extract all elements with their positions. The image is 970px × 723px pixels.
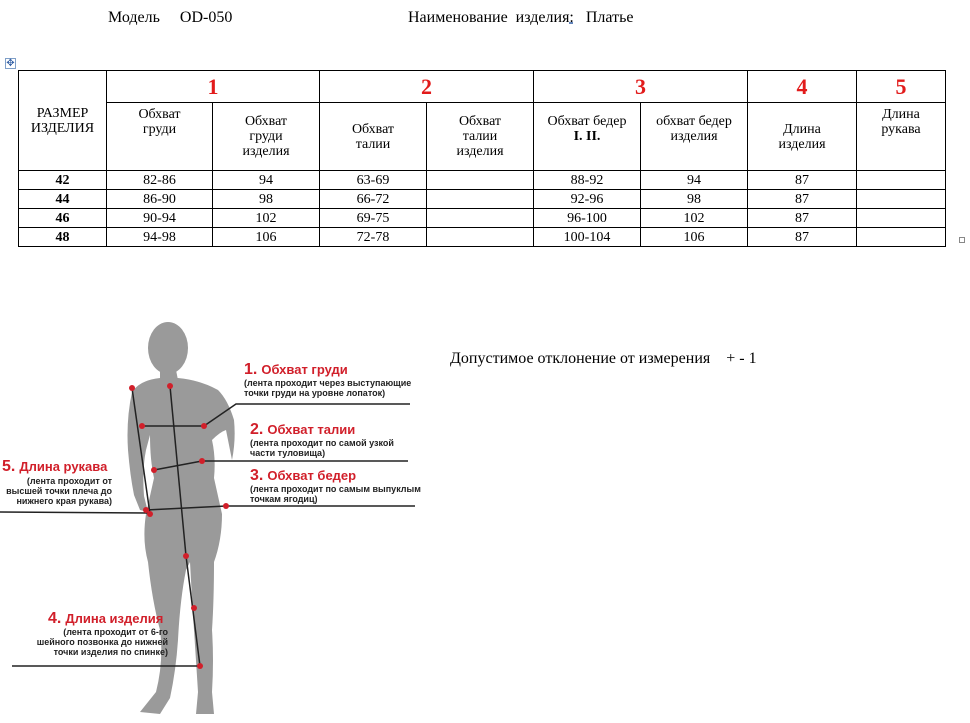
table-row bbox=[19, 171, 946, 190]
point bbox=[129, 385, 135, 391]
measurement-figure bbox=[0, 300, 440, 720]
subheader-line: Обхват bbox=[458, 114, 502, 129]
label-title: Обхват груди bbox=[261, 362, 348, 377]
label-title: Длина изделия bbox=[65, 611, 164, 626]
model-label: Модель bbox=[108, 9, 160, 26]
size-cell: 42 bbox=[19, 171, 107, 190]
subheader-line: груди bbox=[142, 122, 177, 137]
svg-text:5.Длина рукава bbox=[2, 458, 108, 475]
subheader-line: груди bbox=[249, 129, 283, 144]
point bbox=[167, 383, 173, 389]
chest-item-cell: 106 bbox=[213, 228, 320, 247]
subheader-line: Обхват bbox=[351, 121, 395, 137]
chest-item-cell: 102 bbox=[213, 209, 320, 228]
chest-item-cell: 98 bbox=[213, 190, 320, 209]
size-cell: 48 bbox=[19, 228, 107, 247]
subheader-line: Обхват бедер bbox=[547, 114, 627, 129]
size-cell: 46 bbox=[19, 209, 107, 228]
group-number-4: 4 bbox=[748, 71, 857, 103]
label-title: Обхват талии bbox=[267, 422, 356, 437]
subheader-line: талии bbox=[462, 129, 498, 144]
chest-item-cell: 94 bbox=[213, 171, 320, 190]
point bbox=[201, 423, 207, 429]
subheader-length bbox=[748, 103, 857, 171]
label-sleeve bbox=[2, 458, 113, 506]
label-number: 5. bbox=[2, 458, 16, 475]
subheader-line: Длина bbox=[783, 121, 821, 137]
size-table bbox=[18, 70, 946, 247]
hips-item-cell: 94 bbox=[641, 171, 748, 190]
svg-text:2.Обхват талии bbox=[250, 421, 355, 438]
label-desc: (лента проходит по самой узкой bbox=[250, 438, 394, 448]
group-number-2: 2 bbox=[320, 71, 534, 103]
label-desc: (лента проходит от bbox=[26, 476, 112, 486]
hips-item-cell: 98 bbox=[641, 190, 748, 209]
subheader-line: Обхват bbox=[138, 107, 181, 122]
label-hips bbox=[250, 467, 421, 504]
subheader-line: I. II. bbox=[573, 129, 601, 144]
hips-cell: 100-104 bbox=[534, 228, 641, 247]
table-row bbox=[19, 228, 946, 247]
label-desc: части туловища) bbox=[250, 448, 326, 458]
subheader-line: обхват бедер bbox=[656, 114, 732, 129]
subheader-chest bbox=[107, 103, 213, 171]
subheader-hips bbox=[534, 103, 641, 171]
group-number-1: 1 bbox=[107, 71, 320, 103]
waist-item-cell bbox=[427, 228, 534, 247]
label-desc: нижнего края рукава) bbox=[16, 496, 112, 506]
label-length bbox=[37, 610, 169, 657]
table-move-handle-icon[interactable]: ✥ bbox=[6, 58, 15, 69]
product-name-colon: : bbox=[569, 9, 574, 26]
chest-cell: 86-90 bbox=[107, 190, 213, 209]
subheader-line: рукава bbox=[881, 122, 921, 137]
table-row bbox=[19, 209, 946, 228]
waist-cell: 69-75 bbox=[320, 209, 427, 228]
point bbox=[183, 553, 189, 559]
svg-text:4.Длина изделия bbox=[48, 610, 163, 627]
point bbox=[191, 605, 197, 611]
label-number: 1. bbox=[244, 361, 258, 378]
label-waist bbox=[250, 421, 394, 458]
label-number: 2. bbox=[250, 421, 264, 438]
waist-item-cell bbox=[427, 209, 534, 228]
subheader-chest-item bbox=[213, 103, 320, 171]
tolerance-note: Допустимое отклонение от измерения + - 1 bbox=[450, 350, 757, 367]
sleeve-cell bbox=[857, 228, 946, 247]
label-title: Обхват бедер bbox=[267, 468, 357, 483]
hips-item-cell: 106 bbox=[641, 228, 748, 247]
chest-cell: 94-98 bbox=[107, 228, 213, 247]
label-number: 4. bbox=[48, 610, 62, 627]
length-cell: 87 bbox=[748, 190, 857, 209]
subheader-waist bbox=[320, 103, 427, 171]
subheader-line: изделия bbox=[242, 144, 290, 159]
product-name-label: Наименование изделия bbox=[408, 9, 570, 26]
label-desc: (лента проходит по самым выпуклым bbox=[250, 484, 421, 494]
point bbox=[147, 511, 153, 517]
label-desc: шейного позвонка до нижней bbox=[36, 637, 168, 647]
product-name-header bbox=[408, 9, 634, 27]
subheader-hips-item bbox=[641, 103, 748, 171]
waist-cell: 63-69 bbox=[320, 171, 427, 190]
label-chest bbox=[244, 361, 411, 398]
hips-item-cell: 102 bbox=[641, 209, 748, 228]
group-number-5: 5 bbox=[857, 71, 946, 103]
size-cell: 44 bbox=[19, 190, 107, 209]
table-row bbox=[19, 190, 946, 209]
point bbox=[197, 663, 203, 669]
leader-sleeve bbox=[0, 512, 148, 513]
subheader-waist-item bbox=[427, 103, 534, 171]
label-title: Длина рукава bbox=[19, 459, 108, 474]
subheader-line: Длина bbox=[882, 107, 920, 122]
label-desc: высшей точки плеча до bbox=[6, 486, 112, 496]
label-desc: (лента проходит от 6-го bbox=[63, 627, 168, 637]
chest-cell: 90-94 bbox=[107, 209, 213, 228]
sleeve-cell bbox=[857, 209, 946, 228]
subheader-line: изделия bbox=[778, 136, 826, 152]
label-number: 3. bbox=[250, 467, 264, 484]
subheader-line: изделия bbox=[670, 129, 718, 144]
subheader-sleeve bbox=[857, 103, 946, 171]
sleeve-cell bbox=[857, 171, 946, 190]
subheader-line: Обхват bbox=[244, 114, 288, 129]
label-desc: точки изделия по спинке) bbox=[53, 647, 168, 657]
length-cell: 87 bbox=[748, 228, 857, 247]
hips-cell: 96-100 bbox=[534, 209, 641, 228]
size-header-cell bbox=[19, 71, 107, 171]
label-desc: точки груди на уровне лопаток) bbox=[244, 388, 386, 398]
hips-cell: 92-96 bbox=[534, 190, 641, 209]
chest-cell: 82-86 bbox=[107, 171, 213, 190]
model-value: OD-050 bbox=[179, 9, 233, 26]
waist-cell: 66-72 bbox=[320, 190, 427, 209]
waist-cell: 72-78 bbox=[320, 228, 427, 247]
waist-item-cell bbox=[427, 171, 534, 190]
subheader-line: изделия bbox=[456, 144, 504, 159]
sleeve-cell bbox=[857, 190, 946, 209]
waist-item-cell bbox=[427, 190, 534, 209]
svg-text:3.Обхват бедер bbox=[250, 467, 356, 484]
hips-cell: 88-92 bbox=[534, 171, 641, 190]
point bbox=[139, 423, 145, 429]
label-desc: точкам ягодиц) bbox=[250, 494, 318, 504]
size-header-line1: РАЗМЕР bbox=[36, 105, 89, 121]
label-desc: (лента проходит через выступающие bbox=[244, 378, 412, 388]
length-cell: 87 bbox=[748, 209, 857, 228]
table-resize-handle[interactable] bbox=[959, 237, 965, 243]
point bbox=[223, 503, 229, 509]
svg-text:1.Обхват груди bbox=[244, 361, 348, 378]
product-name-value: Платье bbox=[585, 9, 634, 26]
point bbox=[199, 458, 205, 464]
model-header bbox=[108, 9, 232, 27]
group-number-3: 3 bbox=[534, 71, 748, 103]
length-cell: 87 bbox=[748, 171, 857, 190]
point bbox=[151, 467, 157, 473]
subheader-line: талии bbox=[355, 136, 391, 152]
size-header-line2: ИЗДЕЛИЯ bbox=[30, 120, 95, 136]
